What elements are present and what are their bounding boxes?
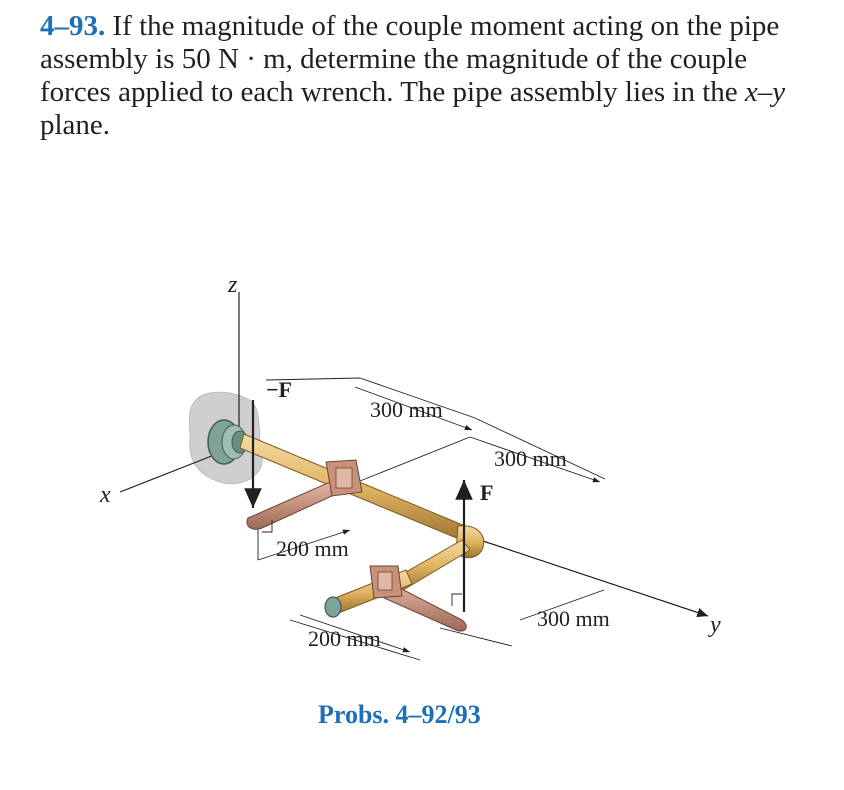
- problem-number: 4–93.: [40, 10, 106, 42]
- dim-right-300-label: 300 mm: [494, 446, 567, 471]
- axis-z-label: z: [228, 272, 238, 298]
- axis-x-label: x: [100, 482, 111, 508]
- force-neg-label: −F: [266, 377, 292, 402]
- dim-200-lower-label: 200 mm: [308, 626, 381, 651]
- problem-text-2: plane.: [40, 109, 111, 141]
- dim-200-upper-label: 200 mm: [276, 536, 349, 561]
- y-axis-line: [480, 540, 708, 616]
- problem-var-xy: x–y: [744, 76, 786, 108]
- axis-y-label: y: [710, 612, 721, 638]
- pipe-end-cap: [325, 597, 341, 617]
- figure-caption: Probs. 4–92/93: [318, 700, 481, 729]
- force-pos-label: F: [480, 480, 494, 505]
- right-angle-mark-lower: [452, 594, 462, 606]
- dim-top-300-label: 300 mm: [370, 397, 443, 422]
- problem-text-1: If the magnitude of the couple moment acting on the pipe assembly is 50 N · m, determine the magnitude of the couple forces applied to each wrench. The pipe assembly lies in the: [40, 10, 780, 108]
- dim-300-bottom-label: 300 mm: [537, 606, 610, 631]
